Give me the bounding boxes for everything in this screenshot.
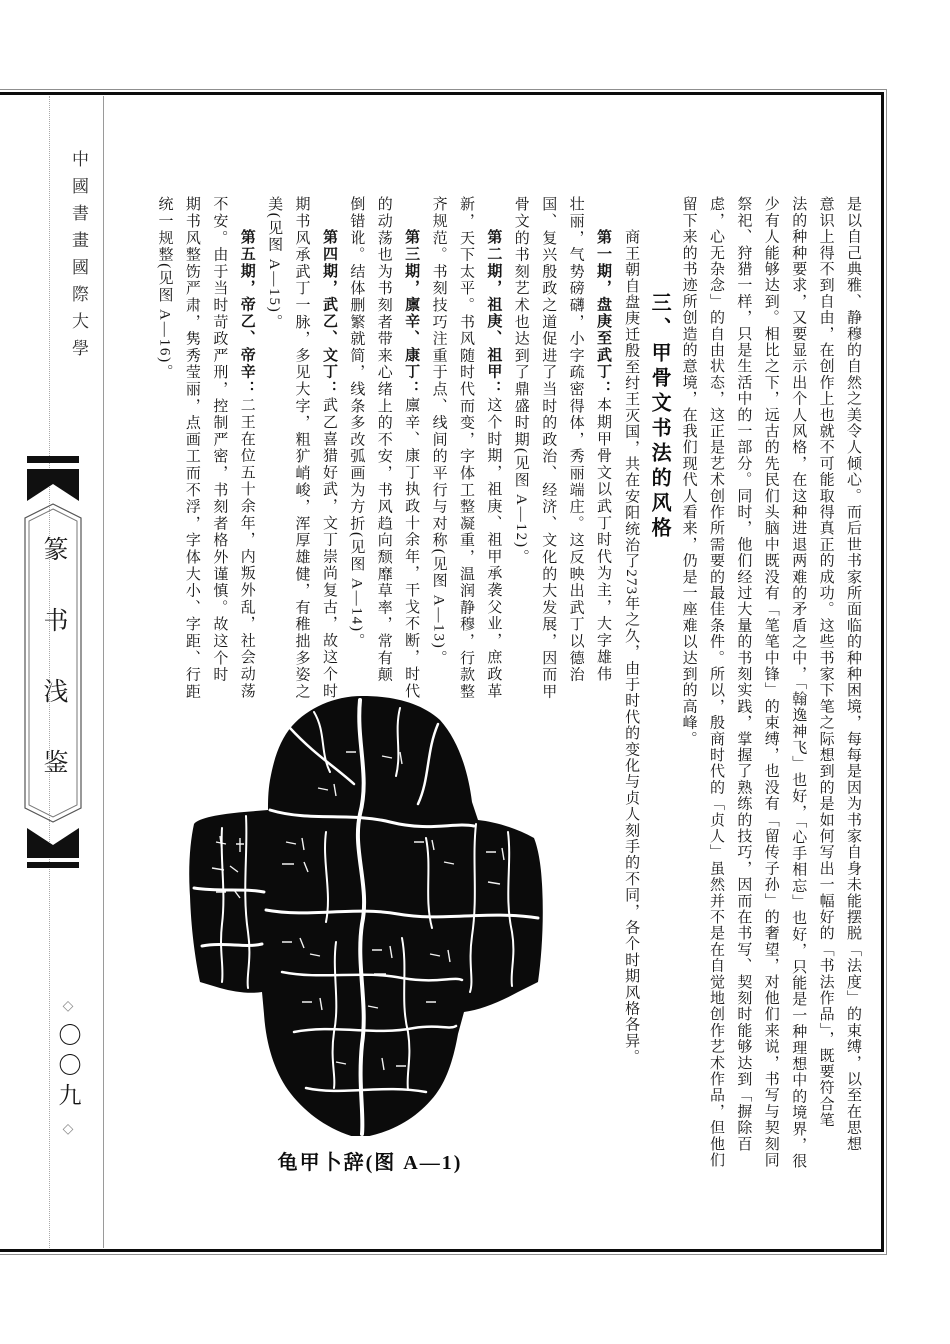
period-column: 齐规范。书刻技巧注重于点、线间的平行与对称(见图 A—13)。	[430, 196, 447, 667]
diamond-ornament-icon: ◇	[62, 1122, 74, 1137]
period-column: 骨文的书刻艺术也达到了鼎盛时期(见图 A—12)。	[512, 196, 529, 566]
period-column: 的动荡也为书刻者带来心绪上的不安，书风趋向颓靡草率，常有颠	[375, 196, 392, 684]
period-column-lead: 第二期，祖庚、祖甲：	[485, 229, 502, 397]
figure-caption: 龟甲卜辞(图 A—1)	[277, 1152, 463, 1174]
period-column: 倒错讹。结体删繁就简，线条多改弧画为方折(见图 A—14)。	[348, 196, 365, 650]
period-column: 美(见图 A—15)。	[266, 196, 283, 331]
period-column-lead: 第四期，武乙、文丁：	[320, 229, 337, 397]
period-column: 第四期，武乙、文丁：武乙喜猎好武，文丁崇尚复古，故这个时	[320, 229, 337, 700]
diamond-ornament-icon: ◇	[62, 999, 74, 1014]
period-column: 统一规整(见图 A—16)。	[156, 196, 173, 381]
book-title: 篆书浅鉴	[40, 536, 67, 820]
intro-column: 少有人能够达到。相比之下，远古的先民们头脑中既没有「笔笔中锋」的束缚，也没有「留传子孙」的奢望，对他们来说，书写与契刻同	[762, 196, 779, 1168]
period-column: 国、复兴殷政之道促进了当时的政治、经济、文化的大发展，因而甲	[540, 196, 557, 700]
intro-column: 是以自己典雅、静穆的自然之美令人倾心。而后世书家所面临的种种困境，每每是因为书家自身未能摆脱「法度」的束缚，以至在思想	[845, 196, 861, 1152]
main-text-left-block	[146, 196, 616, 700]
intro-column: 留下来的书迹所创造的意境，在我们现代人看来，仍是一座难以达到的高峰。	[680, 196, 697, 747]
period-column-lead: 第五期，帝乙、帝辛：	[238, 229, 255, 397]
period-column-lead: 第三期，廪辛、康丁：	[403, 229, 420, 397]
intro-column: 法的种种要求，又要显示出个人风格，在这种进退两难的矛盾之中，「翰逸神飞」也好，「心手相忘」也好，只能是一种理想中的境界，很	[790, 196, 807, 1170]
university-title: 中國書畫國際大學	[69, 150, 88, 366]
period-column: 第五期，帝乙、帝辛：二王在位五十余年，内叛外乱，社会动荡	[238, 229, 255, 700]
period-column-lead: 第一期，盘庚至武丁：	[595, 229, 611, 397]
section-heading: 三、甲骨文书法的风格	[648, 292, 671, 542]
period-column: 新，天下太平。书风随时代而变，字体工整凝重，温润静穆，行款整	[457, 196, 474, 700]
page-number	[48, 998, 88, 1138]
intro-column: 虑，心无杂念」的自由状态，这正是艺术创作所需要的最佳条件。所以，殷商时代的「贞人」虽然并不是在自觉地创作艺术作品，但他们	[707, 196, 724, 1168]
oracle-bone-figure	[186, 692, 546, 1136]
intro-column: 意识上得不到自由，在创作上也就不可能取得真正的成功。这些书家下笔之际想到的是如何写出一幅好的「书法作品」，既要符合笔	[817, 196, 834, 1129]
period-column: 第三期，廪辛、康丁：廪辛、康丁执政十余年，干戈不断，时代	[403, 229, 420, 700]
book-title-emblem	[22, 456, 84, 868]
period-column: 期书风整饬严肃，隽秀莹丽，点画工而不浮，字体大小、字距、行距	[183, 196, 200, 700]
page-number-digits: 〇〇九	[55, 1023, 81, 1113]
overview-column: 商王朝自盘庚迁殷至纣王灭国，共在安阳统治了273年之久，由于时代的变化与贞人刻手的不同，各个时期风格各异。	[623, 229, 640, 1066]
period-column: 第一期，盘庚至武丁：本期甲骨文以武丁时代为主，大字雄伟	[595, 229, 611, 683]
main-text-right-block	[614, 196, 866, 1181]
sidebar-divider-solid	[103, 96, 104, 1248]
period-column: 第二期，祖庚、祖甲：这个时期，祖庚、祖甲承袭父业，庶政革	[485, 229, 502, 700]
period-column: 期书风承武丁一脉，多见大字，粗犷峭峻，浑厚雄健，有稚拙多姿之	[293, 196, 310, 700]
period-column: 不安。由于当时苛政严刑，控制严密，书刻者格外谨慎。故这个时	[211, 196, 228, 684]
period-column: 壮丽，气势磅礴，小字疏密得体，秀丽端庄。这反映出武丁以德治	[567, 196, 584, 684]
intro-column: 祭祀、狩猎一样，只是生活中的一部分。同时，他们经过大量的书刻实践，掌握了熟练的技巧，因而在书写、契刻时能够达到「摒除百	[735, 196, 752, 1152]
oracle-bone-image	[186, 692, 546, 1136]
